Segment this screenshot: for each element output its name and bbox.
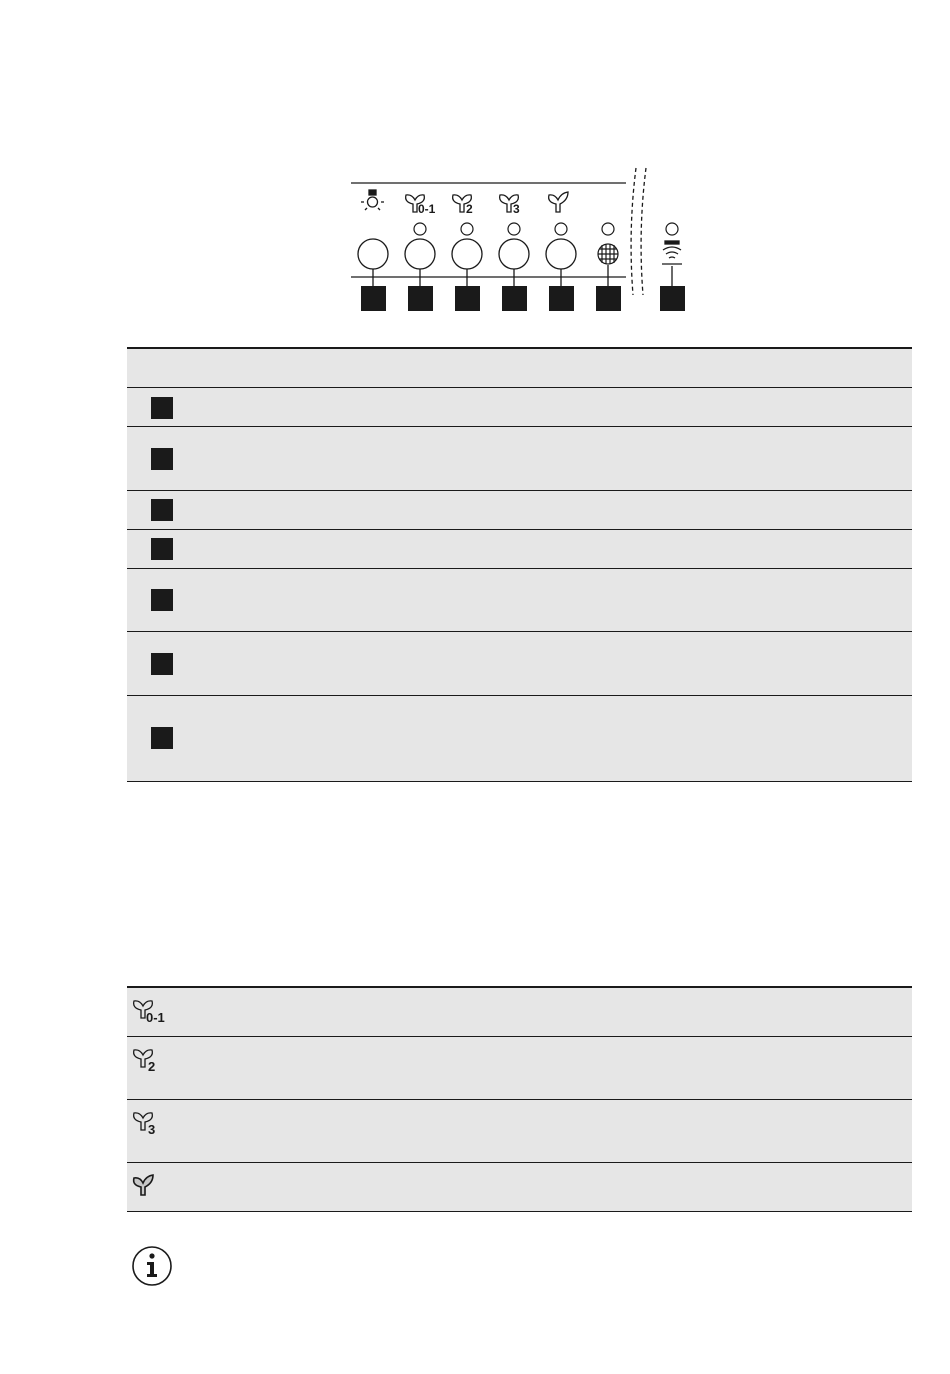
indicator-led: [508, 223, 520, 235]
fan-boost-button[interactable]: [546, 239, 576, 269]
callout-marker: [151, 727, 173, 749]
table-header: [127, 347, 912, 388]
indicator-led: [602, 223, 614, 235]
table-row: [127, 988, 912, 1037]
light-icon: [361, 190, 384, 210]
table-row: [127, 1163, 912, 1212]
hob2hood-icon[interactable]: [662, 241, 682, 264]
fan-speed-0-1-icon: [132, 996, 182, 1028]
fan-speed-2-icon: [132, 1045, 182, 1077]
light-button[interactable]: [358, 239, 388, 269]
callout-marker: [549, 286, 574, 311]
table-row: [127, 1037, 912, 1100]
table-row: [127, 427, 912, 491]
table-row: [127, 491, 912, 530]
table-row: [127, 569, 912, 632]
callout-marker: [455, 286, 480, 311]
speed-label: 0-1: [146, 1010, 165, 1025]
grease-filter-icon[interactable]: [598, 244, 618, 264]
control-panel-diagram: [0, 0, 950, 330]
callout-marker: [151, 589, 173, 611]
table-row: [127, 696, 912, 782]
callout-marker: [502, 286, 527, 311]
control-panel-table: [127, 347, 912, 782]
speed-label-2: 2: [466, 202, 473, 216]
info-icon: [131, 1245, 175, 1289]
fan-speed-3-icon: [132, 1108, 182, 1140]
speed-label-0-1: 0-1: [418, 202, 436, 216]
table-row: [127, 1100, 912, 1163]
indicator-led: [666, 223, 678, 235]
speed-label: 3: [148, 1122, 156, 1137]
callout-marker: [596, 286, 621, 311]
callout-marker: [361, 286, 386, 311]
callout-marker: [151, 397, 173, 419]
indicator-led: [414, 223, 426, 235]
callout-marker: [151, 538, 173, 560]
fan-speed-2-button[interactable]: [452, 239, 482, 269]
fan-speed-3-button[interactable]: [499, 239, 529, 269]
speed-label-3: 3: [513, 202, 520, 216]
indicator-led: [461, 223, 473, 235]
table-row: [127, 388, 912, 427]
callout-marker: [408, 286, 433, 311]
fan-boost-icon: [549, 192, 568, 212]
fan-boost-icon: [132, 1173, 182, 1205]
speed-label: 2: [148, 1059, 156, 1074]
table-row: [127, 632, 912, 696]
panel-break-line: [631, 168, 636, 295]
callout-marker: [660, 286, 685, 311]
callout-marker: [151, 653, 173, 675]
indicator-led: [555, 223, 567, 235]
fan-speed-table: [127, 986, 912, 1212]
table-row: [127, 530, 912, 569]
fan-speed-1-button[interactable]: [405, 239, 435, 269]
callout-marker: [151, 499, 173, 521]
panel-break-line: [641, 168, 646, 295]
callout-marker: [151, 448, 173, 470]
